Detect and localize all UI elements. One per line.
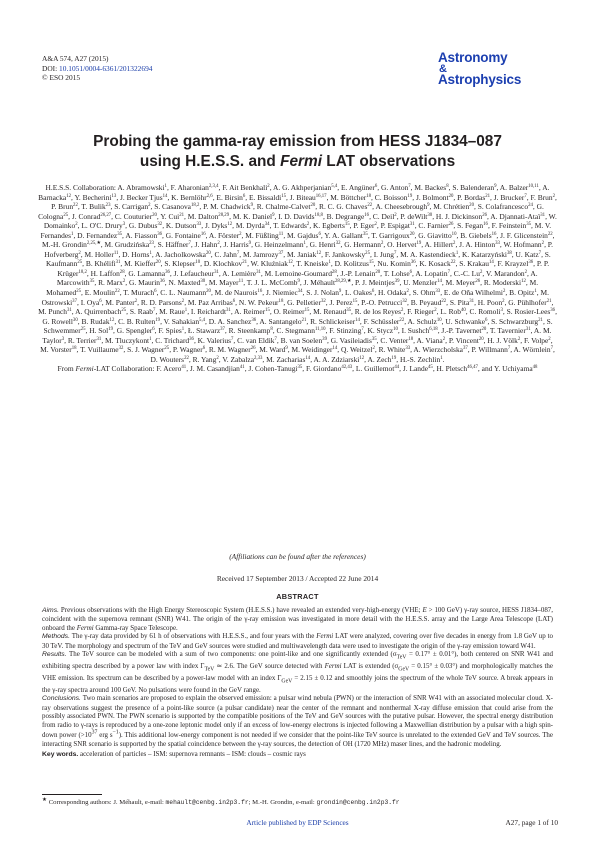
abstract-conclusions [42, 694, 553, 748]
title-line2-post: LAT observations [322, 152, 456, 170]
logo-amp: & [439, 62, 447, 75]
conclusions-label: Conclusions. [42, 695, 81, 703]
results-label: Results. [42, 651, 67, 659]
received-accepted-dates: Received 17 September 2013 / Accepted 22 June 2014 [216, 574, 379, 583]
doi-line [42, 64, 152, 74]
hess-authors: H.E.S.S. Collaboration: A. Abramowski$^1$, F. Aharonian$^{2,3,4}$, F. Ait Benkhali$^2$, A. G. Akhperjanian$^{5,4}$, E. Angüner$^6$, G. Anton$^7$, M. Backes$^8$, S. Balenderan$^9$, A. Balzer$^{10,11}$, A. Barnacka$^{12}$, Y. Becherini$^{13}$, J. Becker Tjus$^{14}$, K. Bernlöhr$^{2,6}$, E. Birsin$^6$, E. Bissaldi$^{15}$, J. Biteau$^{16,17}$, M. Böttcher$^{18}$, C. Boisson$^{19}$, J. Bolmont$^{20}$, P. Bordas$^{21}$, J. Brucker$^7$, F. Brun$^2$, P. Brun$^{22}$, T. Bulik$^{23}$, S. Carrigan$^2$, S. Casanova$^{18,2}$, P. M. Chadwick$^9$, R. Chalme-Calvet$^{20}$, R. C. G. Chaves$^{22}$, A. Cheesebrough$^9$, M. Chrétien$^{20}$, S. Colafrancesco$^{24}$, G. Cologna$^{25}$, J. Conrad$^{26,27}$, C. Couturier$^{20}$, Y. Cui$^{21}$, M. Dalton$^{28,29}$, M. K. Daniel$^9$, I. D. Davids$^{18,8}$, B. Degrange$^{16}$, C. Deil$^2$, P. deWilt$^{30}$, H. J. Dickinson$^{26}$, A. Djannati-Ataï$^{31}$, W. Domainko$^2$, L. O'C. Drury$^3$, G. Dubus$^{32}$, K. Dutson$^{33}$, J. Dyks$^{12}$, M. Dyrda$^{34}$, T. Edwards$^2$, K. Egberts$^{15}$, P. Eger$^2$, P. Espigat$^{31}$, C. Farnier$^{26}$, S. Fegan$^{16}$, F. Feinstein$^{35}$, M. V. Fernandes$^1$, D. Fernandez$^{35}$, A. Fiasson$^{36}$, G. Fontaine$^{16}$, A. Förster$^2$, M. Füßling$^{11}$, M. Gajdus$^6$, Y. A. Gallant$^{35}$, T. Garrigoux$^{20}$, G. Giavitto$^{10}$, B. Giebels$^{16}$, J. F. Glicenstein$^{22}$, M.-H. Grondin$^{2,25,★}$, M. Grudzińska$^{23}$, S. Häffner$^7$, J. Hahn$^2$, J. Harris$^9$, G. Heinzelmann$^1$, G. Henri$^{32}$, G. Hermann$^2$, O. Hervet$^{19}$, A. Hillert$^2$, J. A. Hinton$^{33}$, W. Hofmann$^2$, P. Hofverberg$^2$, M. Holler$^{11}$, D. Horns$^1$, A. Jacholkowska$^{20}$, C. Jahn$^7$, M. Jamrozy$^{37}$, M. Janiak$^{12}$, F. Jankowsky$^{25}$, I. Jung$^7$, M. A. Kastendieck$^1$, K. Katarzyński$^{38}$, U. Katz$^7$, S. Kaufmann$^{25}$, B. Khélifi$^{31}$, M. Kieffer$^{20}$, S. Klepser$^{10}$, D. Klochkov$^{21}$, W. Kluźniak$^{12}$, T. Kneiske$^1$, D. Kolitzus$^{15}$, Nu. Komin$^{36}$, K. Kosack$^{22}$, S. Krakau$^{14}$, F. Krayzel$^{36}$, P. P. Krüger$^{18,2}$, H. Laffon$^{28}$, G. Lamanna$^{36}$, J. Lefaucheur$^{31}$, A. Lemière$^{31}$, M. Lemoine-Goumard$^{28}$, J.-P. Lenain$^{20}$, T. Lohse$^6$, A. Lopatin$^7$, C.-C. Lu$^2$, V. Marandon$^2$, A. Marcowith$^{35}$, R. Marx$^2$, G. Maurin$^{36}$, N. Maxted$^{30}$, M. Mayer$^{11}$, T. J. L. McComb$^9$, J. Méhault$^{28,29,★}$, P. J. Meintjes$^{39}$, U. Menzler$^{14}$, M. Meyer$^{26}$, R. Moderski$^{12}$, M. Mohamed$^{25}$, E. Moulin$^{22}$, T. Murach$^6$, C. L. Naumann$^{20}$, M. de Naurois$^{16}$, J. Niemiec$^{34}$, S. J. Nolan$^9$, L. Oakes$^6$, H. Odaka$^2$, S. Ohm$^{33}$, E. de Oña Wilhelmi$^2$, B. Opitz$^1$, M. Ostrowski$^{37}$, I. Oya$^6$, M. Panter$^2$, R. D. Parsons$^2$, M. Paz Arribas$^6$, N. W. Pekeur$^{18}$, G. Pelletier$^{32}$, J. Perez$^{15}$, P.-O. Petrucci$^{32}$, B. Peyaud$^{22}$, S. Pita$^{31}$, H. Poon$^2$, G. Pühlhofer$^{21}$, M. Punch$^{31}$, A. Quirrenbach$^{25}$, S. Raab$^7$, M. Raue$^1$, I. Reichardt$^{31}$, A. Reimer$^{15}$, O. Reimer$^{15}$, M. Renaud$^{35}$, R. de los Reyes$^2$, F. Rieger$^2$, L. Rob$^{40}$, C. Romoli$^3$, S. Rosier-Lees$^{36}$, G. Rowell$^{30}$, B. Rudak$^{12}$, C. B. Rulten$^{19}$, V. Sahakian$^{5,4}$, D. A. Sanchez$^{36}$, A. Santangelo$^{21}$, R. Schlickeiser$^{14}$, F. Schüssler$^{22}$, A. Schulz$^{10}$, U. Schwanke$^6$, S. Schwarzburg$^{21}$, S. Schwemmer$^{25}$, H. Sol$^{19}$, G. Spengler$^6$, F. Spies$^1$, Ł. Stawarz$^{37}$, R. Steenkamp$^8$, C. Stegmann$^{11,10}$, F. Stinzing$^7$, K. Stycz$^{10}$, I. Sushch$^{6,18}$, J.-P. Tavernet$^{20}$, T. Tavernier$^{31}$, A. M. Taylor$^3$, R. Terrier$^{31}$, M. Tluczykont$^1$, C. Trichard$^{36}$, K. Valerius$^7$, C. van Eldik$^7$, B. van Soelen$^{39}$, G. Vasileiadis$^{35}$, C. Venter$^{18}$, A. Viana$^2$, P. Vincent$^{20}$, H. J. Völk$^2$, F. Volpe$^2$, M. Vorster$^{18}$, T. Vuillaume$^{32}$, S. J. Wagner$^{25}$, P. Wagner$^6$, R. M. Wagner$^{26}$, M. Ward$^9$, M. Weidinger$^{14}$, Q. Weitzel$^2$, R. White$^{33}$, A. Wierzcholska$^{37}$, P. Willmann$^7$, A. Wörnlein$^7$, D. Wouters$^{22}$, R. Yang$^2$, V. Zabalza$^{2,33}$, M. Zacharias$^{14}$, A. A. Zdziarski$^{12}$, A. Zech$^{19}$, H.-S. Zechlin$^1$. [38, 183, 557, 364]
title-line1: Probing the gamma-ray emission from HESS J1834–087 [93, 133, 502, 150]
journal-info [42, 54, 152, 83]
affiliations-note: (Affiliations can be found after the references) [229, 552, 366, 561]
copyright: © ESO 2015 [42, 73, 81, 83]
page-number: A27, page 1 of 10 [505, 818, 558, 827]
email-grondin[interactable]: grondin@cenbg.in2p3.fr [316, 799, 400, 807]
author-list [38, 183, 557, 374]
doi-label: DOI: [42, 63, 60, 73]
journal-logo [438, 52, 558, 86]
methods-text: The γ-ray data provided by 61 h of observations with H.E.S.S., and four years with the Fermi LAT were analyzed, covering over five decades in energy from 1.8 GeV up to 30 TeV. The morphology and spectrum of the TeV and GeV sources were studied and multiwavelength data were used to investigate the origin of the γ-ray emission toward W41. [42, 632, 554, 650]
logo-line1: Astronomy [438, 50, 508, 65]
title-line2-pre: using H.E.S.S. and [139, 152, 281, 170]
abstract-methods [42, 632, 553, 650]
paper-title [40, 132, 555, 171]
abstract-results [42, 650, 553, 694]
conclusions-text: Two main scenarios are proposed to explain the observed emission: a pulsar wind nebula (PWN) or the interaction of SNR W41 with an associated molecular cloud. X-ray observations suggest the presence of a point-like source (a pulsar candidate) near the center of the remnant and nonthermal X-ray diffuse emission that could arise from the possibly associated PWN. The PWN scenario is supported by the compatible positions of the TeV and GeV sources with the putative pulsar. However, the spectral energy distribution from radio to γ-rays is reproduced by a one-zone leptonic model only if an excess of low-energy electrons is injected following a Maxwellian distribution by a pulsar with a high spin-down power ($>10^{37}$ erg $s^{-1}$). This additional low-energy component is not needed if we consider that the point-like TeV source is unrelated to the extended GeV and TeV sources. The interacting SNR scenario is supported by the spatial coincidence between the γ-ray sources, the detection of OH (1720 MHz) maser lines, and the hadronic modeling. [42, 694, 553, 748]
footnote-rule [42, 794, 102, 795]
abstract-aims [42, 606, 553, 632]
results-text: The TeV source can be modeled with a sum of two components: one point-like and one significantly extended $(\sigma_{TeV} = 0.17^\circ \pm 0.01^\circ)$, both centered on SNR W41 and exhibiting spectra described by a power law with index $\Gamma_{TeV}$ ≃ 2.6. The GeV source detected with Fermi LAT is extended $(\sigma_{GeV} = 0.15^\circ \pm 0.03^\circ)$ and morphologically matches the VHE emission. Its spectrum can be described by a power-law model with an index $\Gamma_{GeV} = 2.15 \pm 0.12$ and smoothly joins the spectrum of the whole TeV source. A break appears in the γ-ray spectra around 100 GeV. No pulsations were found in the GeV range. [42, 650, 554, 694]
aims-text: Previous observations with the High Energy Stereoscopic System (H.E.S.S.) have revealed an extended very-high-energy (VHE; E > 100 GeV) γ-ray source, HESS J1834–087, coincident with the supernova remnant (SNR) W41. The origin of the γ-ray emission was investigated in more detail with the H.E.S.S. array and the Large Area Telescope (LAT) onboard the Fermi Gamma-ray Space Telescope. [42, 606, 554, 632]
keywords [42, 750, 553, 759]
logo-line2: Astrophysics [438, 71, 522, 87]
keywords-label: Key words. [42, 751, 79, 759]
fermi-authors: From Fermi-LAT Collaboration: F. Acero$^{41}$, J. M. Casandjian$^{41}$, J. Cohen-Tanugi$^{35}$, F. Giordano$^{42,43}$, L. Guillemot$^{44}$, J. Lande$^{45}$, H. Pletsch$^{46,47}$, and Y. Uchiyama$^{48}$ [57, 364, 538, 374]
title-line2 [40, 152, 555, 172]
aims-label: Aims. [42, 607, 59, 614]
methods-label: Methods. [42, 633, 70, 641]
footnote-mid: ; M.-H. Grondin, e-mail: [248, 799, 317, 807]
footnote-marker: ★ [42, 797, 48, 803]
journal-citation: A&A 574, A27 (2015) [42, 54, 109, 63]
title-fermi: Fermi [280, 152, 323, 170]
footnote-text: Corresponding authors: J. Méhault, e-mail: [48, 799, 166, 807]
abstract-heading: ABSTRACT [276, 592, 319, 601]
doi-link[interactable]: 10.1051/0004-6361/201322694 [59, 63, 153, 73]
footnote [42, 797, 557, 806]
email-mehault[interactable]: mehault@cenbg.in2p3.fr [165, 799, 249, 807]
publisher-link[interactable]: Article published by EDP Sciences [246, 818, 349, 827]
keywords-text: acceleration of particles – ISM: supernova remnants – ISM: clouds – cosmic rays [80, 750, 306, 759]
abstract [42, 606, 553, 760]
